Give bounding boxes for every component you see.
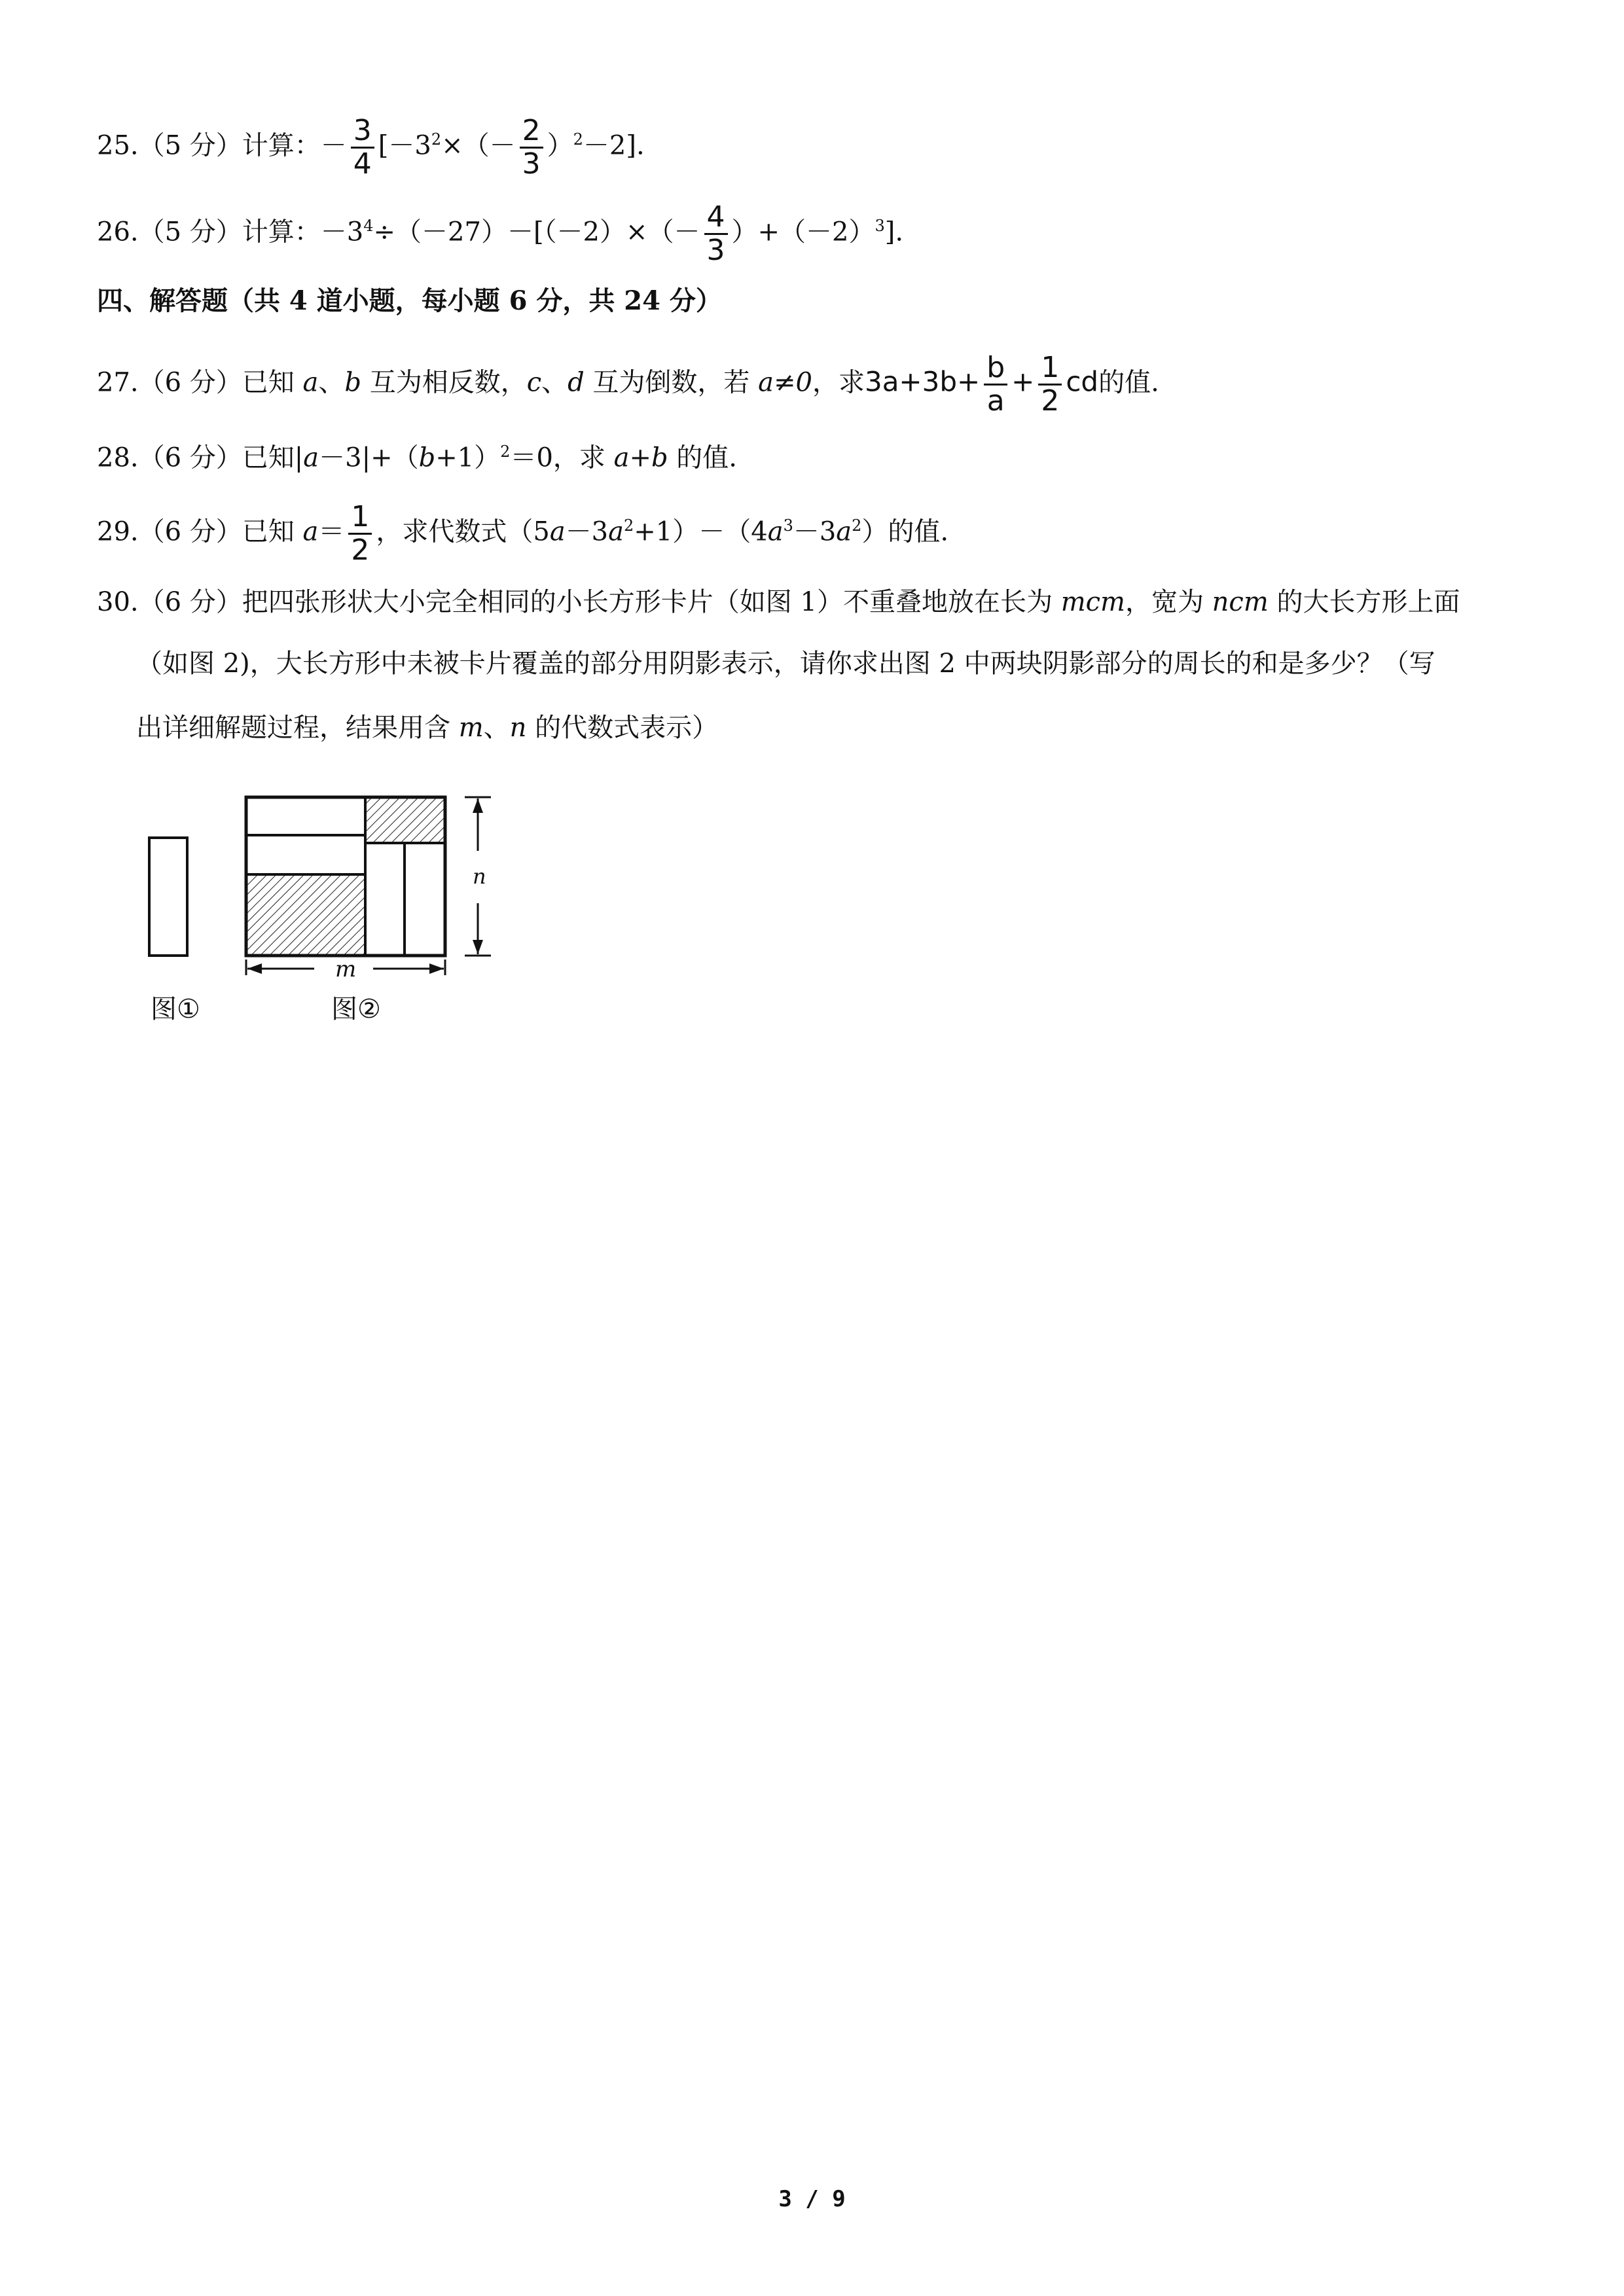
text: 的值. bbox=[668, 442, 738, 473]
question-28 bbox=[97, 432, 737, 477]
fig2-card-top-2 bbox=[246, 835, 365, 874]
exponent: 2 bbox=[431, 130, 442, 149]
score: （6 分） bbox=[138, 367, 242, 398]
fraction-1-2: $\frac{1}{2}$ bbox=[348, 503, 372, 565]
question-30-line-2 bbox=[136, 644, 1435, 683]
fig2-card-right-2 bbox=[405, 843, 445, 956]
text: ，求 bbox=[812, 367, 865, 398]
text: ，宽为 bbox=[1125, 587, 1212, 617]
score: （5 分） bbox=[138, 130, 242, 161]
var: ncm bbox=[1212, 587, 1269, 617]
text: ＝0，求 bbox=[510, 442, 614, 473]
var: a bbox=[302, 516, 319, 547]
section-heading: 四、解答题（共 4 道小题，每小题 6 分，共 24 分） bbox=[97, 285, 722, 316]
text: 的值. bbox=[1098, 367, 1159, 398]
var: a bbox=[767, 516, 784, 547]
expr: ÷（－27）－[（－2）×（－ bbox=[373, 217, 700, 247]
question-number: 29. bbox=[97, 516, 139, 547]
text: ）的值. bbox=[861, 516, 949, 547]
caption-fig1: 图① bbox=[151, 994, 200, 1024]
var: m bbox=[458, 713, 484, 743]
var: d bbox=[568, 367, 585, 398]
exponent: 3 bbox=[875, 217, 885, 236]
question-29 bbox=[97, 500, 949, 567]
fig1-card bbox=[149, 838, 187, 956]
score: （6 分） bbox=[138, 516, 242, 547]
var: a bbox=[302, 367, 319, 398]
text: 、 bbox=[483, 713, 510, 743]
expr: ）+（－2） bbox=[731, 217, 875, 247]
exponent: 4 bbox=[363, 217, 374, 236]
text: 互为相反数， bbox=[361, 367, 527, 398]
fraction-2-3: $\frac{2}{3}$ bbox=[520, 117, 543, 179]
text: －3 bbox=[793, 516, 837, 547]
text: +1）－（4 bbox=[634, 516, 768, 547]
text: 把四张形状大小完全相同的小长方形卡片（如图 1）不重叠地放在长为 bbox=[242, 587, 1061, 617]
question-30-line-3 bbox=[136, 708, 718, 747]
exponent: 2 bbox=[573, 130, 583, 149]
fig2-shaded-top-right bbox=[365, 797, 445, 843]
exponent: 3 bbox=[783, 516, 793, 535]
label-n: n bbox=[473, 864, 486, 889]
page-number: 3 / 9 bbox=[778, 2186, 846, 2212]
text: 的代数式表示） bbox=[526, 713, 719, 743]
sign: － bbox=[320, 130, 347, 161]
text: 互为倒数，若 bbox=[584, 367, 759, 398]
question-number: 25. bbox=[97, 130, 139, 161]
figure bbox=[131, 779, 524, 1043]
var: a+b bbox=[613, 442, 668, 473]
text: 已知| bbox=[242, 442, 304, 473]
text: 的大长方形上面 bbox=[1268, 587, 1460, 617]
label-m: m bbox=[335, 956, 357, 982]
expr: ） bbox=[547, 130, 573, 161]
instruction: 计算： bbox=[242, 130, 321, 161]
caption-fig2: 图② bbox=[331, 994, 381, 1024]
question-number: 28. bbox=[97, 442, 139, 473]
question-number: 27. bbox=[97, 367, 139, 398]
fig2-card-right-1 bbox=[365, 843, 405, 956]
fraction-b-a: $\frac{b}{a}$ bbox=[984, 353, 1007, 416]
exponent: 2 bbox=[852, 516, 862, 535]
question-number: 26. bbox=[97, 217, 139, 247]
text: 已知 bbox=[242, 367, 303, 398]
fig2 bbox=[246, 797, 491, 982]
text: －3 bbox=[565, 516, 609, 547]
fig2-shaded-bottom-left bbox=[246, 874, 365, 956]
expr: －2]. bbox=[583, 130, 645, 161]
fig2-card-top-1 bbox=[246, 797, 365, 835]
exponent: 2 bbox=[500, 442, 511, 461]
question-27 bbox=[97, 353, 1159, 416]
text: +1） bbox=[435, 442, 501, 473]
text: ＝ bbox=[318, 516, 345, 547]
expr: 3a+3b+ bbox=[864, 365, 981, 398]
expr: ]. bbox=[884, 217, 904, 247]
fraction-1-2: $\frac{1}{2}$ bbox=[1038, 353, 1062, 416]
condition: a≠0 bbox=[758, 367, 812, 398]
question-25 bbox=[97, 114, 645, 181]
score: （5 分） bbox=[138, 217, 242, 247]
text: 已知 bbox=[242, 516, 303, 547]
expr: －3 bbox=[320, 217, 364, 247]
question-number: 30. bbox=[97, 587, 139, 617]
score: （6 分） bbox=[138, 587, 242, 617]
text: 出详细解题过程，结果用含 bbox=[136, 713, 459, 743]
var: a bbox=[836, 516, 852, 547]
var: c bbox=[526, 367, 542, 398]
text: －3|+（ bbox=[319, 442, 419, 473]
var: a bbox=[549, 516, 566, 547]
var: a bbox=[303, 442, 319, 473]
fraction-3-4: $\frac{3}{4}$ bbox=[351, 117, 374, 179]
instruction: 计算： bbox=[242, 217, 321, 247]
text: ，求代数式（5 bbox=[376, 516, 550, 547]
var: b bbox=[418, 442, 436, 473]
var: a bbox=[608, 516, 624, 547]
var: n bbox=[509, 713, 527, 743]
expr: + bbox=[1011, 365, 1035, 398]
score: （6 分） bbox=[138, 442, 242, 473]
question-30-line-1 bbox=[97, 583, 1460, 622]
question-26 bbox=[97, 200, 904, 267]
text: 、 bbox=[541, 367, 568, 398]
expr: cd bbox=[1066, 365, 1099, 398]
expr: ×（－ bbox=[441, 130, 516, 161]
expr: [－3 bbox=[378, 130, 431, 161]
var: b bbox=[344, 367, 361, 398]
text: （如图 2)，大长方形中未被卡片覆盖的部分用阴影表示，请你求出图 2 中两块阴影部分的周长的和是多少？（写 bbox=[136, 649, 1435, 679]
fraction-4-3: $\frac{4}{3}$ bbox=[704, 203, 728, 265]
exponent: 2 bbox=[624, 516, 634, 535]
text: 、 bbox=[318, 367, 345, 398]
var: mcm bbox=[1060, 587, 1125, 617]
